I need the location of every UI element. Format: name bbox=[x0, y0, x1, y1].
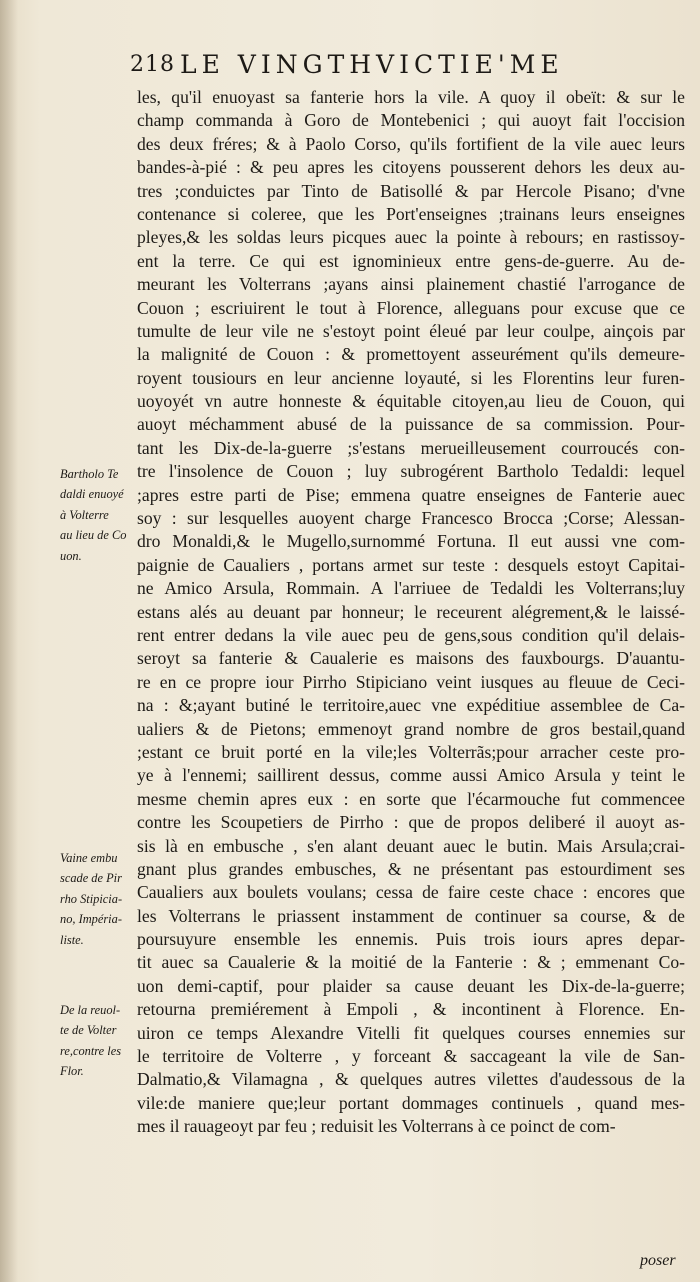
text-line: ent la terre. Ce qui est ignominieux entre gens-de-guerre. Au de- bbox=[137, 250, 685, 271]
marginal-note-line: scade de Pir bbox=[60, 871, 122, 886]
text-line: les Volterrans le priassent instamment de continuer sa course, & de bbox=[137, 905, 685, 926]
text-line: royent tousiours en leur ancienne loyauté, si les Florentins leur furen- bbox=[137, 367, 685, 388]
text-line: la malignité de Couon : & promettoyent asseurément qu'ils demeure- bbox=[137, 344, 685, 365]
marginal-note-line: rho Stipicia- bbox=[60, 891, 123, 906]
page-number: 218 bbox=[130, 52, 175, 77]
text-line: gnant plus grandes embusches, & ne présentant pas estourdiment ses bbox=[137, 858, 685, 879]
text-line: tre l'insolence de Couon ; luy subrogérent Bartholo Tedaldi: lequel bbox=[137, 461, 685, 482]
text-line: na : &;ayant butiné le territoire,auec vne expéditiue assemblee de Ca- bbox=[137, 695, 685, 716]
text-line: re en ce propre iour Pirrho Stipiciano veint iusques au fleuue de Ceci- bbox=[137, 671, 685, 692]
text-line: paignie de Caualiers , portans armet sur teste : desquels estoyt Capitai- bbox=[137, 554, 685, 575]
text-line: Caualiers aux boulets voulans; cessa de faire ceste chace : encores que bbox=[137, 882, 685, 903]
text-line: poursuyure ensemble les ennemis. Puis trois iours apres depar- bbox=[137, 929, 685, 950]
text-line: vile:de maniere que;leur portant dommages continuels , quand mes- bbox=[137, 1092, 685, 1113]
text-line: tumulte de leur vile ne s'estoyt point éleué par leur coulpe, ainçois par bbox=[137, 320, 685, 341]
text-line: contre les Scoupetiers de Pirrho : que de propos deliberé il auoyt as- bbox=[137, 812, 685, 833]
text-line: ne Amico Arsula, Rommain. A l'arriuee de Tedaldi les Volterrans;luy bbox=[137, 578, 685, 599]
text-line: dro Monaldi,& le Mugello,surnommé Fortuna. Il eut aussi vne com- bbox=[137, 531, 685, 552]
text-line: ye à l'ennemi; saillirent dessus, comme aussi Amico Arsula y teint le bbox=[137, 765, 685, 786]
text-line: soy : sur lesquelles auoyent charge Francesco Brocca ;Corse; Alessan- bbox=[137, 508, 685, 529]
marginal-note-line: De la reuol- bbox=[60, 1003, 121, 1017]
text-line: pleyes,& les soldas leurs picques auec la pointe à rebours; en rastissoy- bbox=[137, 227, 685, 248]
text-line: tant les Dix-de-la-guerre ;s'estans merueilleusement courroucés con- bbox=[137, 437, 685, 458]
text-line: ;estant ce bruit porté en la vile;les Volterrãs;pour arracher ceste pro- bbox=[137, 741, 685, 762]
text-line: retourna premiérement à Empoli , & incontinent à Florence. En- bbox=[137, 999, 685, 1020]
marginal-note-line: Flor. bbox=[60, 1064, 84, 1079]
text-line: auoyt méchamment abusé de la puissance de sa commission. Pour- bbox=[137, 414, 685, 435]
text-line: seroyt sa fanterie & Caualerie es maisons des fauxbourgs. D'auantu- bbox=[137, 648, 685, 669]
text-line: ;apres estre parti de Pise; emmena quatre enseignes de Fanterie auec bbox=[137, 484, 685, 505]
text-line: mesme chemin apres eux : en sorte que l'écarmouche fut commencee bbox=[137, 788, 685, 809]
text-line: les, qu'il enuoyast sa fanterie hors la vile. A quoy il obeït: & sur le bbox=[137, 87, 685, 107]
marginal-note-line: Bartholo Te bbox=[60, 467, 119, 481]
marginal-note-line: daldi enuoyé bbox=[60, 487, 124, 502]
marginal-note-line: à Volterre bbox=[60, 507, 109, 522]
text-line: contenance si coleree, que les Port'enseignes ;trainans leurs enseignes bbox=[137, 203, 685, 224]
text-line: uiron ce temps Alexandre Vitelli fit quelques courses ennemies sur bbox=[137, 1022, 685, 1043]
text-line: champ commanda à Goro de Montebenici ; qui auoyt fait l'occision bbox=[137, 110, 685, 131]
text-line: des deux fréres; & à Paolo Corso, qu'ils fortifient de la vile auec leurs bbox=[137, 133, 685, 154]
text-line: estans alés au deuant par honneur; le receurent alégrement,& le laissé- bbox=[137, 601, 685, 622]
text-line: bandes-à-pié : & peu apres les citoyens pousserent dehors les deux au- bbox=[137, 157, 685, 178]
text-line: meurant les Volterrans ;ayans ainsi plainement chastié l'arrogance de bbox=[137, 274, 685, 295]
text-line: sis là en embusche , s'en alant deuant auec le butin. Mais Arsula;crai- bbox=[137, 835, 685, 856]
marginal-note-revolte bbox=[60, 1000, 136, 1082]
marginal-note-line: te de Volter bbox=[60, 1023, 117, 1038]
text-line: mes il rauageoyt par feu ; reduisit les Volterrans à ce poinct de com- bbox=[137, 1116, 616, 1137]
marginal-note-embuscade bbox=[60, 848, 136, 950]
marginal-note-line: re,contre les bbox=[60, 1043, 122, 1058]
marginal-note-line: no, Impéria- bbox=[60, 912, 122, 927]
marginal-note-line: au lieu de Co bbox=[60, 528, 127, 543]
marginal-note-line: uon. bbox=[60, 548, 82, 563]
text-line: uoyoyét vn autre honneste & équitable citoyen,au lieu de Couon, qui bbox=[137, 391, 685, 412]
catchword: poser bbox=[640, 1252, 676, 1269]
text-line: rent entrer dedans la vile auec peu de gens,sous condition qu'il delais- bbox=[137, 624, 685, 645]
marginal-note-bartholo bbox=[60, 464, 136, 566]
text-line: tit auec sa Caualerie & la moitié de la Fanterie : & ; emmenant Co- bbox=[137, 952, 685, 973]
text-line: tres ;conduictes par Tinto de Batisollé & par Hercole Pisano; d'vne bbox=[137, 180, 685, 201]
body-text bbox=[137, 86, 685, 1139]
text-line: Couon ; escriuirent le tout à Florence, alleguans pour excuse que ce bbox=[137, 297, 685, 318]
gutter-shadow bbox=[0, 0, 18, 1282]
text-line: ualiers & de Pietons; emmenoyt grand nombre de gros bestail,quand bbox=[137, 718, 685, 739]
text-line: uon demi-captif, pour plaider sa cause deuant les Dix-de-la-guerre; bbox=[137, 975, 685, 996]
text-line: Dalmatio,& Vilamagna , & quelques autres vilettes d'audessous de la bbox=[137, 1069, 685, 1090]
marginal-note-line: Vaine embu bbox=[60, 851, 118, 865]
text-line: le territoire de Volterre , y forceant & saccageant la vile de San- bbox=[137, 1046, 685, 1067]
page-header bbox=[130, 50, 682, 82]
running-head: LE VINGTHVICTIE'ME bbox=[180, 50, 564, 79]
marginal-note-line: liste. bbox=[60, 932, 84, 947]
